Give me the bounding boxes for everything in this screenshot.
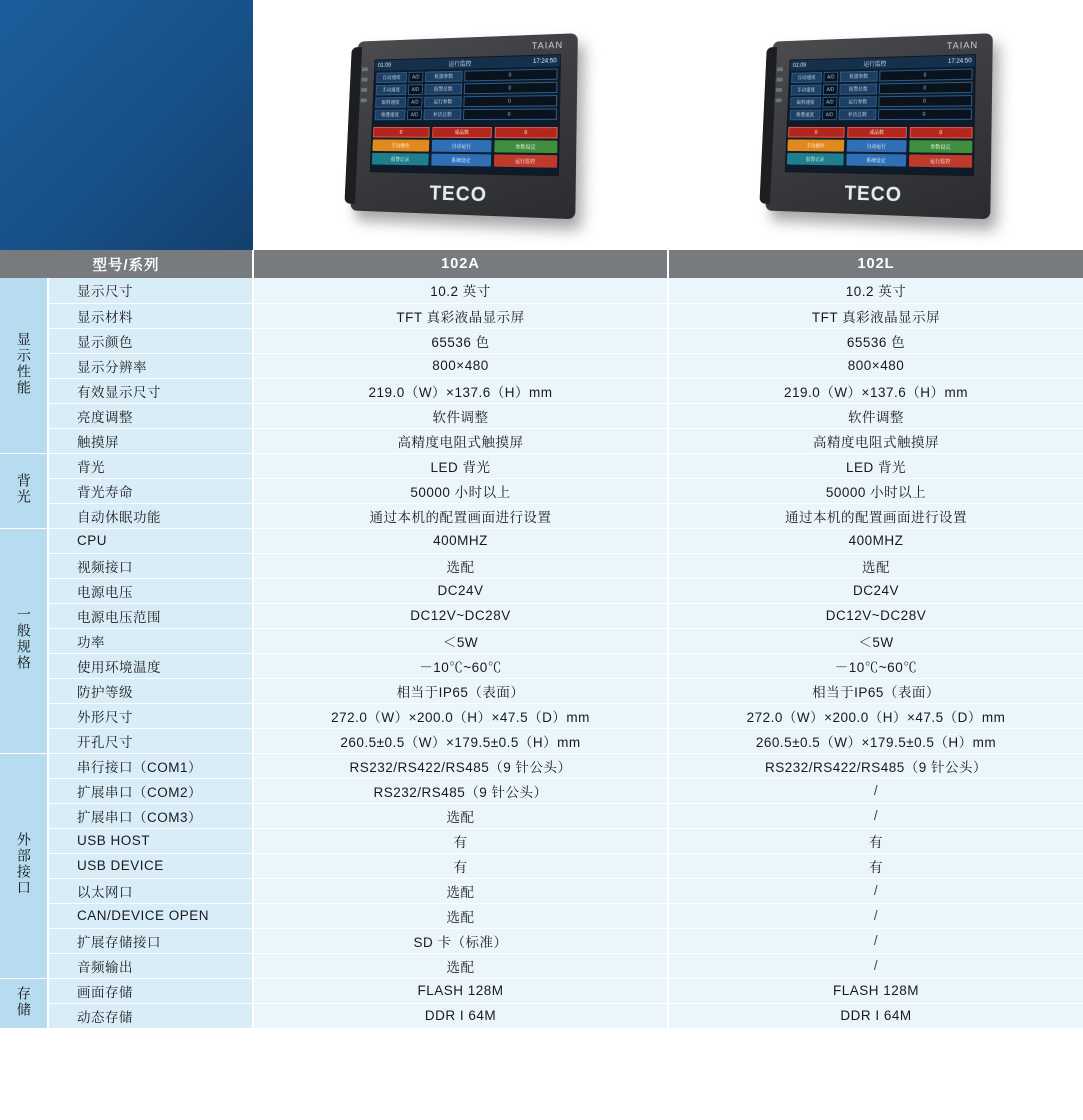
spec-item: 以太网口 — [48, 878, 253, 903]
spec-value-102l: 高精度电阻式触摸屏 — [668, 428, 1083, 453]
spec-value-102l: DC24V — [668, 578, 1083, 603]
spec-value-102l: 50000 小时以上 — [668, 478, 1083, 503]
screen-time-right: 17:24:50 — [947, 57, 972, 65]
spec-item: 显示颜色 — [48, 328, 253, 353]
spec-item: 扩展串口（COM2） — [48, 778, 253, 803]
screen-row — [790, 95, 972, 108]
screen-row-value: A/D — [407, 109, 422, 120]
spec-value-102l: ＜5W — [668, 628, 1083, 653]
screen-rows — [788, 66, 975, 124]
spec-item: 背光寿命 — [48, 478, 253, 503]
table-row — [0, 603, 1083, 628]
screen-row-label2: 运行参数 — [839, 96, 877, 107]
spec-value-102a: 400MHZ — [253, 528, 668, 553]
screen-row — [375, 108, 557, 120]
spec-value-102a: 有 — [253, 828, 668, 853]
screen-row-label2: 报警总数 — [839, 83, 877, 94]
device-logo: TECO — [429, 181, 488, 207]
spec-item: 画面存储 — [48, 978, 253, 1003]
screen-button: 自动运行 — [847, 139, 907, 152]
screen-alarm-row — [788, 126, 973, 138]
screen-row-value2: 0 — [879, 68, 972, 81]
spec-item: CPU — [48, 528, 253, 553]
screen-row-label: 自动速度 — [376, 72, 407, 83]
group-label-display: 显示性能 — [0, 278, 48, 453]
table-row — [0, 503, 1083, 528]
spec-value-102l: 272.0（W）×200.0（H）×47.5（D）mm — [668, 703, 1083, 728]
spec-value-102l: / — [668, 778, 1083, 803]
spec-item: 背光 — [48, 453, 253, 478]
device-screen — [785, 54, 976, 176]
spec-value-102a: 选配 — [253, 903, 668, 928]
spec-value-102a: 50000 小时以上 — [253, 478, 668, 503]
table-row — [0, 628, 1083, 653]
screen-button: 报警记录 — [787, 152, 844, 165]
spec-item: 视频接口 — [48, 553, 253, 578]
group-label-backlight: 背光 — [0, 453, 48, 528]
table-row — [0, 303, 1083, 328]
table-header-row — [0, 250, 1083, 278]
table-row — [0, 828, 1083, 853]
spec-item: 功率 — [48, 628, 253, 653]
spec-value-102l: / — [668, 928, 1083, 953]
spec-value-102a: 相当于IP65（表面） — [253, 678, 668, 703]
screen-row — [376, 81, 558, 95]
spec-value-102a: 选配 — [253, 953, 668, 978]
spec-value-102a: TFT 真彩液晶显示屏 — [253, 303, 668, 328]
spec-value-102l: 软件调整 — [668, 403, 1083, 428]
device-body — [765, 33, 993, 219]
screen-row-label: 堆叠速度 — [790, 109, 821, 120]
spec-value-102a: 260.5±0.5（W）×179.5±0.5（H）mm — [253, 728, 668, 753]
screen-alarm-mid: 成品数 — [432, 126, 492, 137]
table-row — [0, 878, 1083, 903]
table-row — [0, 478, 1083, 503]
spec-item: 外形尺寸 — [48, 703, 253, 728]
spec-item: 电源电压范围 — [48, 603, 253, 628]
screen-row-value2: 0 — [463, 108, 557, 120]
spec-value-102a: DDR I 64M — [253, 1003, 668, 1028]
screen-row-label: 自动速度 — [791, 72, 822, 83]
table-row — [0, 728, 1083, 753]
spec-value-102a: 选配 — [253, 803, 668, 828]
device-brand-label: TAIAN — [531, 39, 564, 51]
table-row — [0, 1003, 1083, 1028]
spec-value-102l: RS232/RS422/RS485（9 针公头） — [668, 753, 1083, 778]
table-row — [0, 553, 1083, 578]
spec-value-102a: 65536 色 — [253, 328, 668, 353]
screen-row-label2: 机器参数 — [425, 70, 463, 82]
spec-value-102a: LED 背光 — [253, 453, 668, 478]
screen-button: 系统设定 — [431, 153, 491, 166]
spec-value-102a: RS232/RS485（9 针公头） — [253, 778, 668, 803]
table-row — [0, 578, 1083, 603]
screen-button: 系统设定 — [846, 153, 906, 166]
screen-row-value2: 0 — [878, 108, 972, 120]
spec-value-102l: 选配 — [668, 553, 1083, 578]
screen-button: 手动操作 — [372, 139, 429, 151]
table-row — [0, 353, 1083, 378]
screen-row-label2: 补货总数 — [838, 109, 876, 120]
header-model-label: 型号/系列 — [0, 250, 253, 278]
screen-rows — [373, 66, 560, 124]
screen-row-value: A/D — [408, 84, 423, 95]
spec-value-102a: 219.0（W）×137.6（H）mm — [253, 378, 668, 403]
spec-value-102l: / — [668, 953, 1083, 978]
table-row — [0, 903, 1083, 928]
table-row — [0, 328, 1083, 353]
group-label-general: 一般规格 — [0, 528, 48, 753]
spec-item: 自动休眠功能 — [48, 503, 253, 528]
spec-value-102l: 65536 色 — [668, 328, 1083, 353]
spec-value-102a: 选配 — [253, 878, 668, 903]
device-side-buttons — [360, 67, 369, 109]
screen-row-label: 取料速度 — [790, 96, 821, 107]
screen-row-value2: 0 — [878, 95, 972, 107]
screen-row-label: 取料速度 — [375, 96, 406, 107]
screen-button-row-1 — [786, 139, 973, 153]
table-row — [0, 778, 1083, 803]
screen-button-row-2 — [371, 152, 558, 167]
spec-item: CAN/DEVICE OPEN — [48, 903, 253, 928]
table-row — [0, 453, 1083, 478]
spec-item: USB HOST — [48, 828, 253, 853]
screen-alarm-row — [373, 126, 558, 138]
spec-item: 显示材料 — [48, 303, 253, 328]
screen-row-value2: 0 — [464, 68, 557, 81]
spec-value-102l: 有 — [668, 828, 1083, 853]
table-row — [0, 528, 1083, 553]
spec-value-102l: 219.0（W）×137.6（H）mm — [668, 378, 1083, 403]
screen-row — [790, 108, 972, 120]
spec-item: 防护等级 — [48, 678, 253, 703]
spec-value-102l: DDR I 64M — [668, 1003, 1083, 1028]
screen-time-left: 01:09 — [377, 61, 392, 68]
spec-value-102a: DC24V — [253, 578, 668, 603]
spec-value-102a: 高精度电阻式触摸屏 — [253, 428, 668, 453]
spec-value-102l: 通过本机的配置画面进行设置 — [668, 503, 1083, 528]
screen-row-label: 堆叠速度 — [375, 109, 406, 120]
group-label-external-interface: 外部接口 — [0, 753, 48, 978]
spec-item: USB DEVICE — [48, 853, 253, 878]
spec-value-102l: －10℃~60℃ — [668, 653, 1083, 678]
spec-value-102l: 10.2 英寸 — [668, 278, 1083, 303]
product-photo-102a — [253, 0, 668, 250]
screen-button: 手动操作 — [787, 139, 844, 151]
screen-button-row-2 — [786, 152, 973, 167]
spec-value-102a: 有 — [253, 853, 668, 878]
screen-button: 参数设定 — [909, 140, 972, 153]
spec-value-102l: 800×480 — [668, 353, 1083, 378]
spec-value-102a: ＜5W — [253, 628, 668, 653]
screen-row-value2: 0 — [463, 95, 557, 107]
table-row — [0, 278, 1083, 303]
spec-item: 扩展串口（COM3） — [48, 803, 253, 828]
product-photo-102l — [668, 0, 1083, 250]
spec-value-102a: FLASH 128M — [253, 978, 668, 1003]
spec-value-102l: DC12V~DC28V — [668, 603, 1083, 628]
header-col-102a: 102A — [253, 250, 668, 278]
spec-value-102a: －10℃~60℃ — [253, 653, 668, 678]
hmi-device-illustration — [751, 18, 1001, 233]
spec-value-102l: 相当于IP65（表面） — [668, 678, 1083, 703]
screen-alarm-left: 0 — [373, 126, 430, 137]
screen-row-label: 手动速度 — [376, 84, 407, 95]
device-body — [350, 33, 578, 219]
group-label-storage: 存储 — [0, 978, 48, 1028]
spec-value-102l: TFT 真彩液晶显示屏 — [668, 303, 1083, 328]
screen-row — [375, 95, 557, 108]
spec-value-102a: 选配 — [253, 553, 668, 578]
table-row — [0, 803, 1083, 828]
spec-value-102l: 有 — [668, 853, 1083, 878]
screen-row-label2: 补货总数 — [423, 109, 461, 120]
screen-alarm-left: 0 — [788, 126, 845, 137]
table-row — [0, 703, 1083, 728]
spec-item: 音频输出 — [48, 953, 253, 978]
device-screen — [370, 54, 561, 176]
table-row — [0, 953, 1083, 978]
spec-item: 开孔尺寸 — [48, 728, 253, 753]
table-row — [0, 753, 1083, 778]
screen-row-value: A/D — [823, 71, 838, 82]
specification-table — [0, 250, 1083, 1029]
spec-item: 亮度调整 — [48, 403, 253, 428]
screen-row — [376, 68, 557, 83]
spec-value-102a: 800×480 — [253, 353, 668, 378]
screen-row-label: 手动速度 — [791, 84, 822, 95]
screen-alarm-mid: 成品数 — [847, 126, 907, 137]
spec-value-102a: DC12V~DC28V — [253, 603, 668, 628]
spec-value-102l: 260.5±0.5（W）×179.5±0.5（H）mm — [668, 728, 1083, 753]
spec-item: 触摸屏 — [48, 428, 253, 453]
header-col-102l: 102L — [668, 250, 1083, 278]
spec-item: 显示尺寸 — [48, 278, 253, 303]
spec-item: 有效显示尺寸 — [48, 378, 253, 403]
spec-value-102l: / — [668, 878, 1083, 903]
screen-row — [791, 81, 973, 95]
screen-row-value2: 0 — [879, 81, 973, 94]
screen-row-label2: 机器参数 — [840, 70, 878, 82]
spec-item: 使用环境温度 — [48, 653, 253, 678]
spec-value-102a: SD 卡（标准） — [253, 928, 668, 953]
screen-button-row-1 — [371, 139, 558, 153]
screen-time-right: 17:24:50 — [532, 57, 557, 65]
screen-button: 参数设定 — [494, 140, 557, 153]
spec-value-102l: LED 背光 — [668, 453, 1083, 478]
table-row — [0, 678, 1083, 703]
spec-item: 显示分辨率 — [48, 353, 253, 378]
screen-row-value: A/D — [408, 71, 423, 82]
table-row — [0, 653, 1083, 678]
spec-value-102l: FLASH 128M — [668, 978, 1083, 1003]
device-brand-label: TAIAN — [946, 39, 979, 51]
spec-item: 动态存储 — [48, 1003, 253, 1028]
hmi-device-illustration — [336, 18, 586, 233]
screen-button: 报警记录 — [372, 152, 429, 165]
spec-value-102a: 软件调整 — [253, 403, 668, 428]
spec-item: 串行接口（COM1） — [48, 753, 253, 778]
screen-row-value: A/D — [822, 96, 837, 107]
product-image-band — [0, 0, 1083, 250]
spec-value-102a: 272.0（W）×200.0（H）×47.5（D）mm — [253, 703, 668, 728]
spec-value-102a: 通过本机的配置画面进行设置 — [253, 503, 668, 528]
spec-item: 电源电压 — [48, 578, 253, 603]
table-row — [0, 928, 1083, 953]
spec-value-102a: RS232/RS422/RS485（9 针公头） — [253, 753, 668, 778]
spec-item: 扩展存储接口 — [48, 928, 253, 953]
screen-row — [791, 68, 972, 83]
table-row — [0, 403, 1083, 428]
screen-alarm-right: 0 — [495, 127, 558, 138]
screen-title: 运行监控 — [448, 61, 472, 68]
table-row — [0, 378, 1083, 403]
table-row — [0, 978, 1083, 1003]
spec-value-102l: 400MHZ — [668, 528, 1083, 553]
screen-time-left: 01:09 — [792, 61, 807, 68]
screen-button: 运行监控 — [494, 154, 557, 167]
screen-row-label2: 运行参数 — [424, 96, 462, 107]
screen-row-value2: 0 — [464, 81, 558, 94]
spec-value-102l: / — [668, 903, 1083, 928]
spec-value-102a: 10.2 英寸 — [253, 278, 668, 303]
screen-row-value: A/D — [407, 96, 422, 107]
screen-alarm-right: 0 — [910, 127, 973, 138]
screen-button: 运行监控 — [909, 154, 972, 167]
table-row — [0, 853, 1083, 878]
screen-row-value: A/D — [823, 84, 838, 95]
screen-title: 运行监控 — [863, 61, 887, 68]
spec-value-102l: / — [668, 803, 1083, 828]
table-row — [0, 428, 1083, 453]
device-logo: TECO — [844, 181, 903, 207]
screen-row-label2: 报警总数 — [424, 83, 462, 94]
screen-row-value: A/D — [822, 109, 837, 120]
blue-decorative-panel — [0, 0, 253, 250]
screen-button: 自动运行 — [432, 139, 492, 152]
device-side-buttons — [775, 67, 784, 109]
